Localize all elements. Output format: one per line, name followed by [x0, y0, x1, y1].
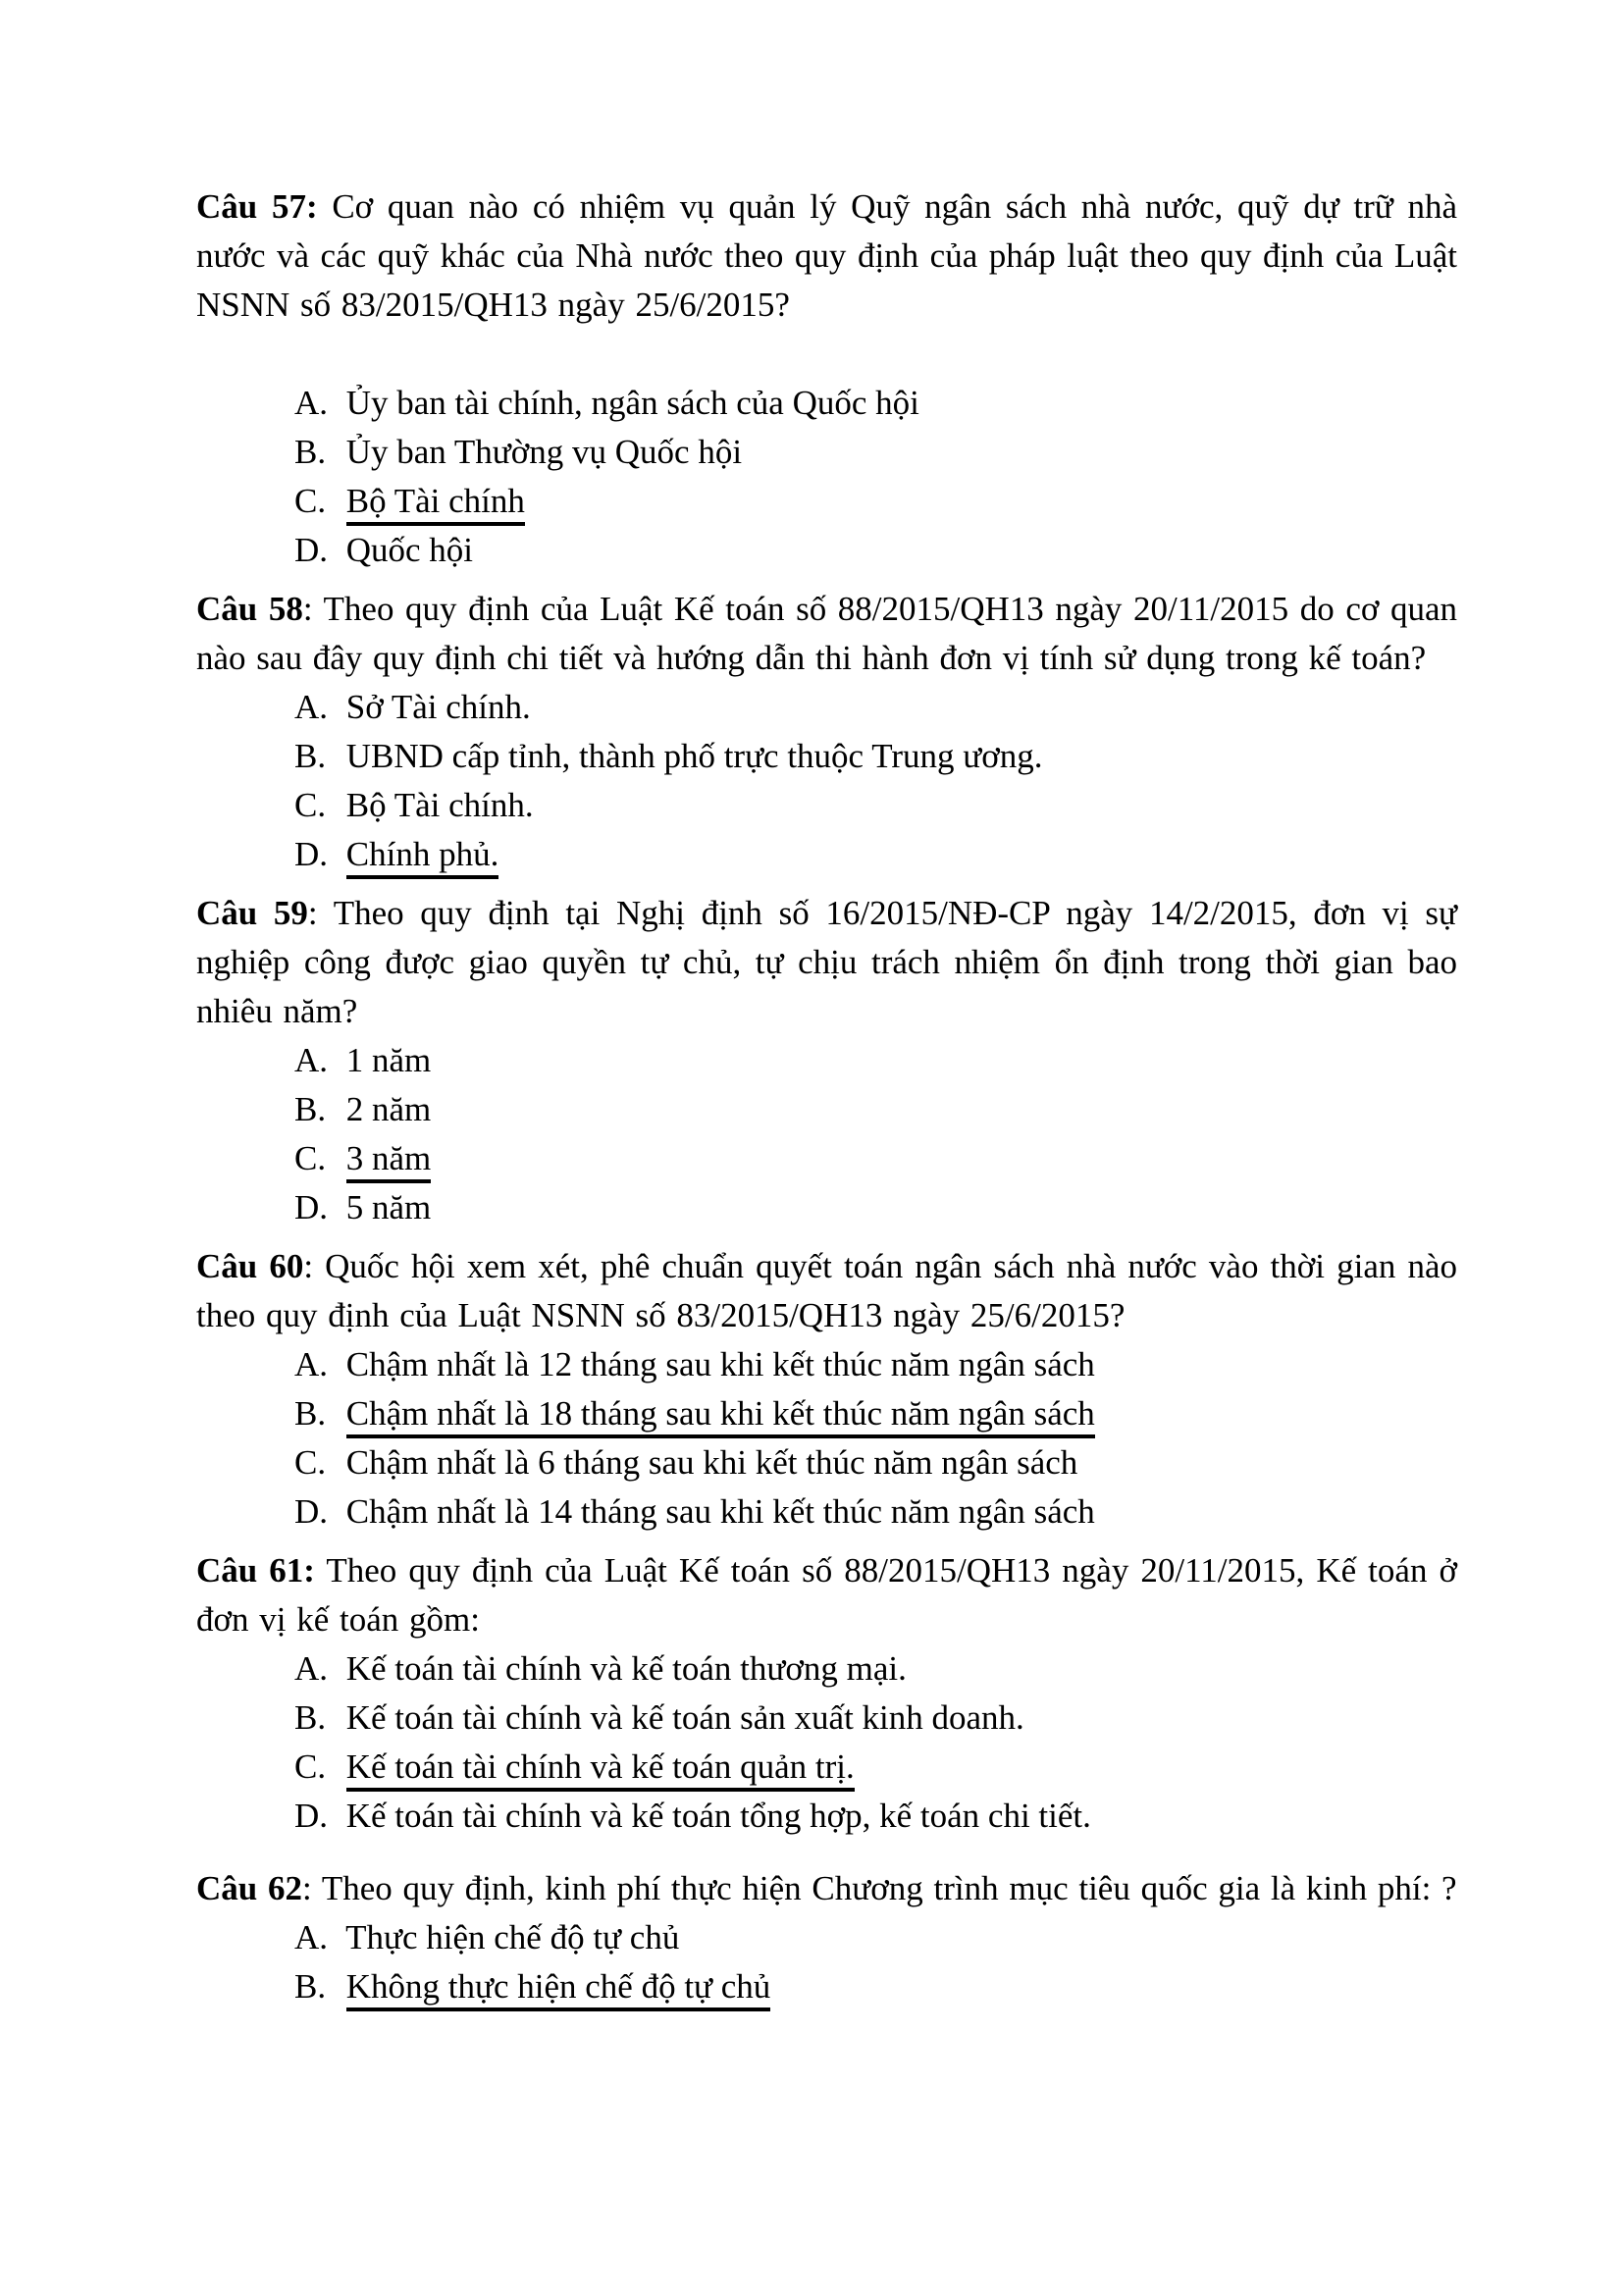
option-text: Thực hiện chế độ tự chủ [345, 1918, 680, 1956]
option-item [294, 1134, 1457, 1183]
option-text-underlined: 3 năm [346, 1139, 432, 1183]
options-list [196, 683, 1457, 879]
question-body: : Theo quy định của Luật Kế toán số 88/2015/QH13 ngày 20/11/2015 do cơ quan nào sau đây quy định chi tiết và hướng dẫn thi hành đơn vị tính sử dụng trong kế toán? [196, 590, 1458, 677]
option-letter: B. [294, 1394, 327, 1433]
question-body: Cơ quan nào có nhiệm vụ quản lý Quỹ ngân sách nhà nước, quỹ dự trữ nhà nước và các quỹ khác của Nhà nước theo quy định của pháp luật theo quy định của Luật NSNN số 83/2015/QH13 ngày 25/6/2015? [196, 187, 1457, 324]
question-label: Câu 61: [196, 1551, 315, 1590]
option-item [294, 1644, 1457, 1694]
option-item [294, 1340, 1457, 1389]
option-letter: C. [294, 482, 327, 520]
option-item [294, 683, 1457, 732]
question-block-57 [196, 182, 1457, 575]
option-text: Kế toán tài chính và kế toán tổng hợp, kế toán chi tiết. [345, 1797, 1091, 1835]
option-letter: C. [294, 1443, 327, 1482]
options-list [196, 1644, 1457, 1841]
option-text: Chậm nhất là 14 tháng sau khi kết thúc năm ngân sách [345, 1492, 1095, 1531]
option-letter: B. [294, 1090, 327, 1128]
options-list [196, 1340, 1457, 1537]
option-item [294, 732, 1457, 781]
option-text: Bộ Tài chính. [345, 786, 534, 824]
option-letter: A. [294, 1918, 329, 1956]
option-letter: B. [294, 1967, 327, 2006]
option-text: 5 năm [345, 1188, 432, 1226]
option-text: Kế toán tài chính và kế toán sản xuất kinh doanh. [345, 1698, 1024, 1737]
question-block-60 [196, 1242, 1457, 1537]
question-body: : Theo quy định tại Nghị định số 16/2015/NĐ-CP ngày 14/2/2015, đơn vị sự nghiệp công được giao quyền tự chủ, tự chịu trách nhiệm ổn định trong thời gian bao nhiêu năm? [196, 894, 1457, 1030]
option-item [294, 477, 1457, 526]
option-letter: C. [294, 786, 327, 824]
option-letter: B. [294, 433, 327, 471]
option-letter: C. [294, 1747, 327, 1786]
options-list [196, 1036, 1457, 1232]
question-text-57 [196, 182, 1457, 330]
option-item [294, 1036, 1457, 1085]
question-block-58 [196, 585, 1457, 879]
option-item [294, 526, 1457, 575]
options-list [196, 1913, 1457, 2011]
option-text-underlined: Kế toán tài chính và kế toán quản trị. [346, 1747, 855, 1792]
option-item [294, 1487, 1457, 1537]
options-list [196, 379, 1457, 575]
question-label: Câu 62 [196, 1869, 302, 1907]
option-text-underlined: Chậm nhất là 18 tháng sau khi kết thúc năm ngân sách [346, 1394, 1095, 1438]
option-text: 1 năm [345, 1041, 432, 1079]
question-text-61 [196, 1546, 1457, 1644]
option-item [294, 830, 1457, 879]
question-body: : Quốc hội xem xét, phê chuẩn quyết toán ngân sách nhà nước vào thời gian nào theo quy định của Luật NSNN số 83/2015/QH13 ngày 25/6/2015? [196, 1247, 1457, 1334]
option-item [294, 1389, 1457, 1438]
option-item [294, 1743, 1457, 1792]
question-text-58 [196, 585, 1457, 683]
option-letter: D. [294, 531, 329, 569]
option-letter: C. [294, 1139, 327, 1177]
option-letter: B. [294, 1698, 327, 1737]
option-text: Chậm nhất là 6 tháng sau khi kết thúc năm ngân sách [345, 1443, 1078, 1482]
option-letter: A. [294, 1041, 329, 1079]
question-block-59 [196, 889, 1457, 1232]
option-item [294, 1694, 1457, 1743]
option-letter: B. [294, 737, 327, 775]
option-item [294, 1183, 1457, 1232]
option-text: Kế toán tài chính và kế toán thương mại. [345, 1649, 907, 1688]
question-body: Theo quy định của Luật Kế toán số 88/2015/QH13 ngày 20/11/2015, Kế toán ở đơn vị kế toán gồm: [196, 1551, 1457, 1639]
option-text: Ủy ban tài chính, ngân sách của Quốc hội [345, 384, 919, 422]
option-letter: D. [294, 1797, 329, 1835]
question-label: Câu 58 [196, 590, 303, 628]
question-text-59 [196, 889, 1457, 1036]
option-item [294, 1962, 1457, 2011]
option-item [294, 1913, 1457, 1962]
option-text-underlined: Chính phủ. [346, 835, 499, 879]
question-label: Câu 59 [196, 894, 308, 932]
question-label: Câu 57: [196, 187, 318, 226]
option-letter: A. [294, 384, 329, 422]
option-text: Chậm nhất là 12 tháng sau khi kết thúc năm ngân sách [345, 1345, 1095, 1383]
option-text: Quốc hội [345, 531, 474, 569]
option-text: Ủy ban Thường vụ Quốc hội [345, 433, 743, 471]
option-letter: D. [294, 835, 329, 873]
question-block-62 [196, 1864, 1457, 2011]
question-block-61 [196, 1546, 1457, 1841]
option-item [294, 428, 1457, 477]
option-text-underlined: Bộ Tài chính [346, 482, 525, 526]
option-letter: A. [294, 1345, 329, 1383]
option-item [294, 1792, 1457, 1841]
option-item [294, 379, 1457, 428]
option-text: 2 năm [345, 1090, 432, 1128]
question-label: Câu 60 [196, 1247, 304, 1285]
question-text-60 [196, 1242, 1457, 1340]
option-letter: D. [294, 1188, 329, 1226]
option-letter: D. [294, 1492, 329, 1531]
option-text: Sở Tài chính. [345, 688, 531, 726]
option-item [294, 781, 1457, 830]
option-text-underlined: Không thực hiện chế độ tự chủ [346, 1967, 771, 2011]
option-item [294, 1085, 1457, 1134]
option-letter: A. [294, 688, 329, 726]
question-text-62 [196, 1864, 1457, 1913]
option-item [294, 1438, 1457, 1487]
option-text: UBND cấp tỉnh, thành phố trực thuộc Trung ương. [345, 737, 1043, 775]
question-body: : Theo quy định, kinh phí thực hiện Chương trình mục tiêu quốc gia là kinh phí: ? [302, 1869, 1457, 1907]
option-letter: A. [294, 1649, 329, 1688]
